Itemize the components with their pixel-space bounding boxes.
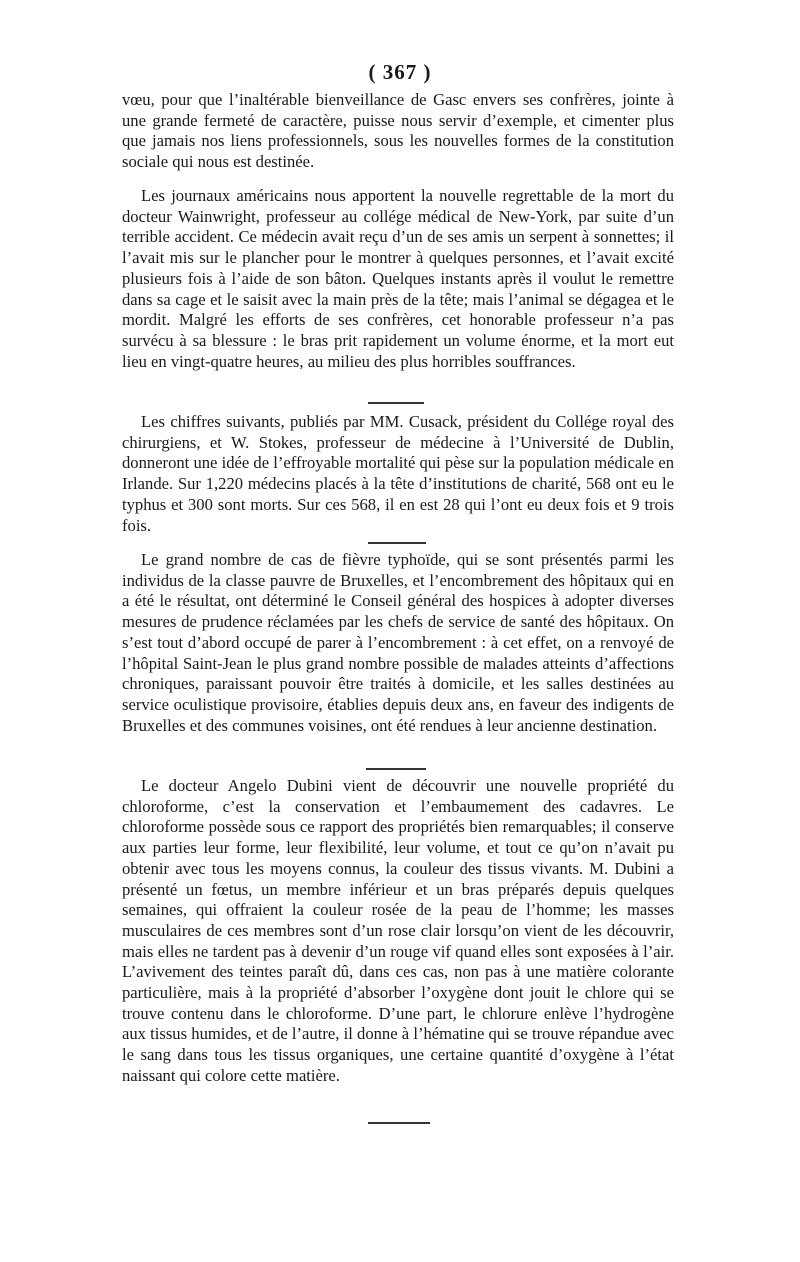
section-divider [368,542,426,544]
section-divider [368,1122,430,1124]
paragraph-text: Le docteur Angelo Dubini vient de découvrir une nouvelle propriété du chloroforme, c’est la conservation et l’embaumement des cadavres. Le chloroforme possède sous ce rapport des propriétés bien remarquables; il conserve aux parties leur forme, leur flexibilité, leur volume, et tout ce qu’on n’avait pu obtenir avec tous les moyens connus, la couleur des tissus vivants. M. Dubini a présenté un fœtus, un membre inférieur et un bras préparés depuis quelques semaines, qui offraient la couleur rosée de la peau de l’homme; les masses musculaires de ces membres sont d’un rose clair lorsqu’on vient de les découvrir, mais elles ne tardent pas à devenir d’un rouge vif quand elles sont exposées à l’air. L’avivement des teintes paraît dû, dans ces cas, non pas à une matière colorante particulière, mais à la propriété d’absorber l’oxygène dont jouit le chlore qui se trouve contenu dans le chloroforme. D’une part, le chlorure enlève l’hydrogène aux tissus humides, et de l’autre, il donne à l’hématine qui se trouve répandue avec le sang dans tous les tissus organiques, une certaine quantité d’oxygène à l’état naissant qui colore cette matière. [122,776,674,1085]
paragraph-text: Le grand nombre de cas de fièvre typhoïde, qui se sont présentés parmi les individus de la classe pauvre de Bruxelles, et l’encombrement des hôpitaux qui en a été le résultat, ont déterminé le Conseil général des hospices à adopter diverses mesures de prudence réclamées par les chefs de service de santé des hôpitaux. On s’est tout d’abord occupé de parer à l’encombrement : à cet effet, on a renvoyé de l’hôpital Saint-Jean le plus grand nombre possible de malades atteints d’affections chroniques, paraissant pouvoir être traités à domicile, et les salles destinées au service oculistique provisoire, établies depuis deux ans, en faveur des indigents de Bruxelles et des communes voisines, ont été rendues à leur ancienne destination. [122,550,674,735]
section-divider [368,402,424,404]
paragraph-typhoid-bruxelles [122,550,674,736]
section-divider [366,768,426,770]
paragraph-text: Les journaux américains nous apportent la nouvelle regrettable de la mort du docteur Wainwright, professeur au collége médical de New-York, par suite d’un terrible accident. Ce médecin avait reçu d’un de ses amis un serpent à sonnettes; il l’avait mis sur le plancher pour le montrer à quelques personnes, et l’avait excité plusieurs fois à l’aide de son bâton. Quelques instants après il voulut le remettre dans sa cage et le saisit avec la main près de la tête; mais l’animal se dégagea et le mordit. Malgré les efforts de ses confrères, cet honorable professeur n’a pas survécu à sa blessure : le bras prit rapidement un volume énorme, et la mort eut lieu en vingt-quatre heures, au milieu des plus horribles souffrances. [122,186,674,371]
paragraph-dubini-chloroform [122,776,674,1087]
paragraph-gasc-tribute [122,90,674,173]
page-number: ( 367 ) [368,60,432,84]
paragraph-irish-mortality [122,412,674,536]
paragraph-text: vœu, pour que l’inaltérable bienveillance de Gasc envers ses confrères, jointe à une grande fermeté de caractère, puisse nous servir d’exemple, et cimenter plus que jamais nos liens professionnels, sous les nouvelles formes de la constitution sociale qui nous est destinée. [122,90,674,172]
paragraph-text: Les chiffres suivants, publiés par MM. Cusack, président du Collége royal des chirurgiens, et W. Stokes, professeur de médecine à l’Université de Dublin, donneront une idée de l’effroyable mortalité qui pèse sur la population médicale en Irlande. Sur 1,220 médecins placés à la tête d’institutions de charité, 568 ont eu le typhus et 300 sont morts. Sur ces 568, il en est 28 qui l’ont eu deux fois et 9 trois fois. [122,412,674,535]
paragraph-wainwright [122,186,674,372]
